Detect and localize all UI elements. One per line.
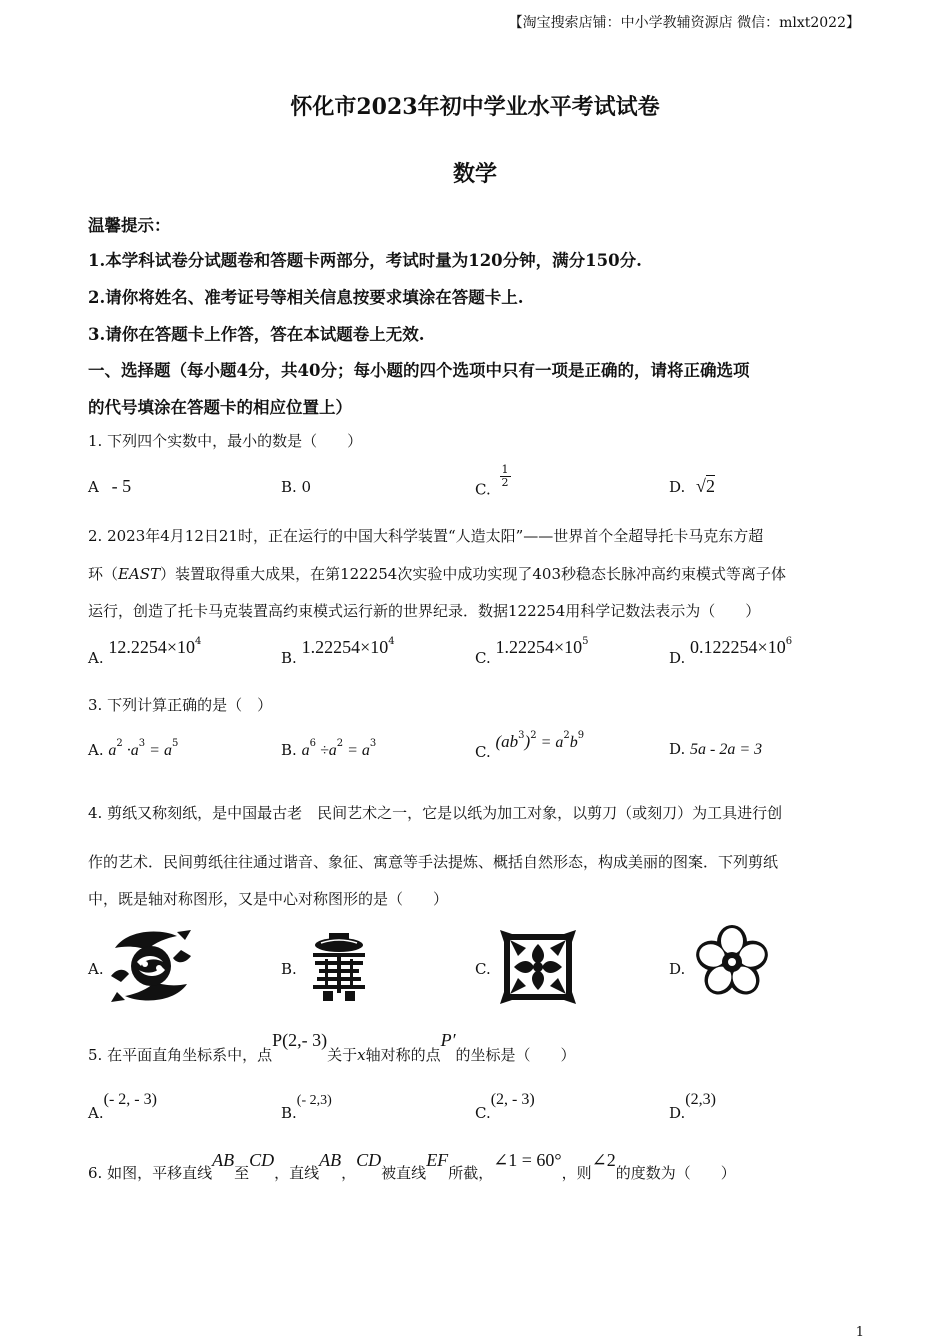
q2-east: EAST [118, 565, 161, 583]
expr-part: ) [524, 732, 531, 751]
expr-part: = a [343, 742, 370, 759]
tips-heading: 温馨提示： [88, 216, 171, 235]
papercut-square-flower-image [498, 928, 578, 1006]
q3-option-d [669, 740, 762, 759]
q3-option-a [88, 738, 178, 760]
option-value: (- 2,3) [296, 1093, 332, 1108]
q5-stem [88, 1030, 576, 1065]
option-label: A [88, 478, 99, 496]
exponent: 3 [518, 730, 525, 741]
q5-point-prime: P′ [440, 1030, 456, 1050]
line-ab: AB [319, 1150, 342, 1170]
q6-text-part: 所截， [448, 1164, 494, 1182]
exponent: 5 [582, 636, 589, 647]
q4-line2: 作的艺术．民间剪纸往往通过谐音、象征、寓意等手法提炼、概括自然形态，构成美丽的图案．下列剪纸 [88, 853, 779, 871]
header-note: 【淘宝搜索店铺：中小学教辅资源店 微信：mlxt2022】 [508, 15, 860, 31]
q6-text-part: ，则 [561, 1164, 592, 1182]
tip-2: 2.请你将姓名、准考证号等相关信息按要求填涂在答题卡上. [88, 288, 524, 307]
expr-part: ·a [122, 742, 139, 759]
option-label: C. [475, 1104, 491, 1122]
angle-1: ∠1 = 60° [493, 1150, 562, 1170]
option-label: D. [669, 740, 686, 758]
option-value: 5a - 2a = 3 [690, 741, 763, 758]
option-value: 1.22254×10 [301, 637, 389, 657]
expr-part: = a [145, 742, 172, 759]
subject-title: 数学 [452, 161, 497, 187]
angle-2: ∠2 [591, 1150, 616, 1170]
q1-option-b: B. 0 [281, 478, 312, 496]
option-value: - 5 [111, 476, 132, 496]
q1-option-a [88, 476, 131, 497]
exam-title: 怀化市2023年初中学业水平考试试卷 [290, 94, 660, 120]
option-label: B. [281, 741, 297, 759]
exponent: 3 [138, 738, 146, 749]
q5-option-d [669, 1090, 716, 1122]
option-label: D. [669, 1104, 686, 1122]
expr-part: b [569, 734, 578, 751]
q2-option-a [88, 636, 201, 667]
q2-option-c [475, 636, 589, 667]
exponent: 2 [116, 738, 123, 749]
q6-stem [88, 1150, 736, 1183]
q6-text-part: 6. 如图，平移直线 [88, 1164, 213, 1182]
exponent: 3 [369, 738, 377, 749]
fraction-numerator: 1 [501, 463, 509, 476]
option-value: 0.122254×10 [690, 637, 786, 657]
q5-text-part: 关于 [327, 1046, 358, 1064]
option-label: C. [475, 480, 491, 499]
section1-heading-line2: 的代号填涂在答题卡的相应位置上） [88, 398, 352, 417]
q5-option-a [88, 1090, 157, 1122]
expr-part: = a [536, 734, 564, 751]
option-label: A. [88, 649, 104, 667]
tip-3: 3.请你在答题卡上作答，答在本试题卷上无效. [88, 325, 425, 344]
exponent: 4 [195, 636, 202, 647]
expr-part: a [108, 742, 117, 759]
page-number: 1 [855, 1325, 864, 1340]
q6-text-part: ， [341, 1164, 357, 1182]
line-cd: CD [356, 1150, 382, 1170]
sqrt-sign: √ [696, 476, 706, 496]
radicand: 2 [705, 476, 715, 496]
q5-point: P(2,- 3) [272, 1030, 328, 1050]
q1-option-c [475, 464, 511, 499]
papercut-double-happiness-image [303, 931, 375, 1003]
expr-part: a [301, 742, 310, 759]
q2-option-b [281, 636, 395, 667]
exponent: 2 [336, 738, 344, 749]
q1-option-d [669, 476, 715, 497]
q4-option-c-label: C. [475, 960, 491, 978]
tip-1: 1.本学科试卷分试题卷和答题卡两部分，考试时量为120分钟，满分150分. [88, 251, 642, 270]
q3-stem: 3. 下列计算正确的是（ ） [88, 696, 273, 714]
q6-text-part: 的度数为（ ） [615, 1164, 736, 1182]
q5-text-part: 的坐标是（ ） [455, 1046, 576, 1064]
q5-axis: x [357, 1046, 366, 1064]
q3-option-b [281, 738, 376, 760]
line-ab: AB [212, 1150, 235, 1170]
q4-option-d-label: D. [669, 960, 686, 978]
line-cd: CD [249, 1150, 275, 1170]
option-label: A. [88, 1104, 104, 1122]
q2-line2 [88, 563, 786, 584]
q4-line1: 4. 剪纸又称刻纸，是中国最古老 民间艺术之一，它是以纸为加工对象，以剪刀（或刻刀）为工具进行创 [88, 804, 783, 822]
option-label: D. [669, 649, 686, 667]
exponent: 6 [309, 738, 316, 749]
q5-text-part: 轴对称的点 [365, 1046, 441, 1064]
q5-text-part: 5. 在平面直角坐标系中，点 [88, 1046, 273, 1064]
line-ef: EF [426, 1150, 449, 1170]
section1-heading-line1: 一、选择题（每小题4分，共40分；每小题的四个选项中只有一项是正确的，请将正确选项 [88, 361, 750, 380]
q6-text-part: 至 [234, 1164, 250, 1182]
papercut-five-petal-flower-image [694, 924, 770, 1000]
q5-option-b [281, 1090, 332, 1122]
exponent: 4 [388, 636, 395, 647]
exponent: 9 [577, 730, 585, 741]
q5-option-c [475, 1090, 535, 1122]
q1-stem: 1. 下列四个实数中，最小的数是（ ） [88, 432, 363, 450]
option-value: (2, - 3) [490, 1091, 535, 1108]
q2-line1: 2. 2023年4月12日21时，正在运行的中国大科学装置“人造太阳”——世界首个全超导托卡马克东方超 [88, 527, 764, 545]
papercut-fish-image [107, 928, 195, 1004]
option-value: (2,3) [685, 1091, 716, 1108]
expr-part: (ab [495, 732, 519, 751]
fraction-denominator: 2 [501, 476, 509, 489]
exponent: 2 [563, 730, 570, 741]
option-label: B. [281, 649, 297, 667]
option-label: A. [88, 741, 104, 759]
option-label: B. [281, 1104, 297, 1122]
exponent: 5 [171, 738, 179, 749]
option-label: C. [475, 649, 491, 667]
q2-line2-part1: 环（ [88, 565, 119, 583]
option-label: D. [669, 478, 686, 496]
exponent: 6 [785, 636, 793, 647]
q3-option-c [475, 730, 584, 761]
q6-text-part: ，直线 [274, 1164, 320, 1182]
q2-line3: 运行，创造了托卡马克装置高约束模式运行新的世界纪录．数据122254用科学记数法表示为（ ） [88, 602, 761, 620]
fraction [500, 464, 511, 489]
q6-text-part: 被直线 [381, 1164, 427, 1182]
expr-part: ÷a [315, 742, 337, 759]
exponent: 2 [530, 730, 537, 741]
option-label: C. [475, 743, 491, 761]
q4-option-a-label: A. [88, 960, 104, 978]
q4-option-b-label: B. [281, 960, 297, 978]
option-value: 12.2254×10 [108, 637, 196, 657]
option-value: (- 2, - 3) [103, 1091, 157, 1108]
q2-line2-part2: ）装置取得重大成果，在第122254次实验中成功实现了403秒稳态长脉冲高约束模式等离子体 [160, 565, 786, 583]
option-value: 1.22254×10 [495, 637, 583, 657]
q4-line3: 中，既是轴对称图形，又是中心对称图形的是（ ） [88, 890, 449, 908]
q2-option-d [669, 636, 792, 667]
